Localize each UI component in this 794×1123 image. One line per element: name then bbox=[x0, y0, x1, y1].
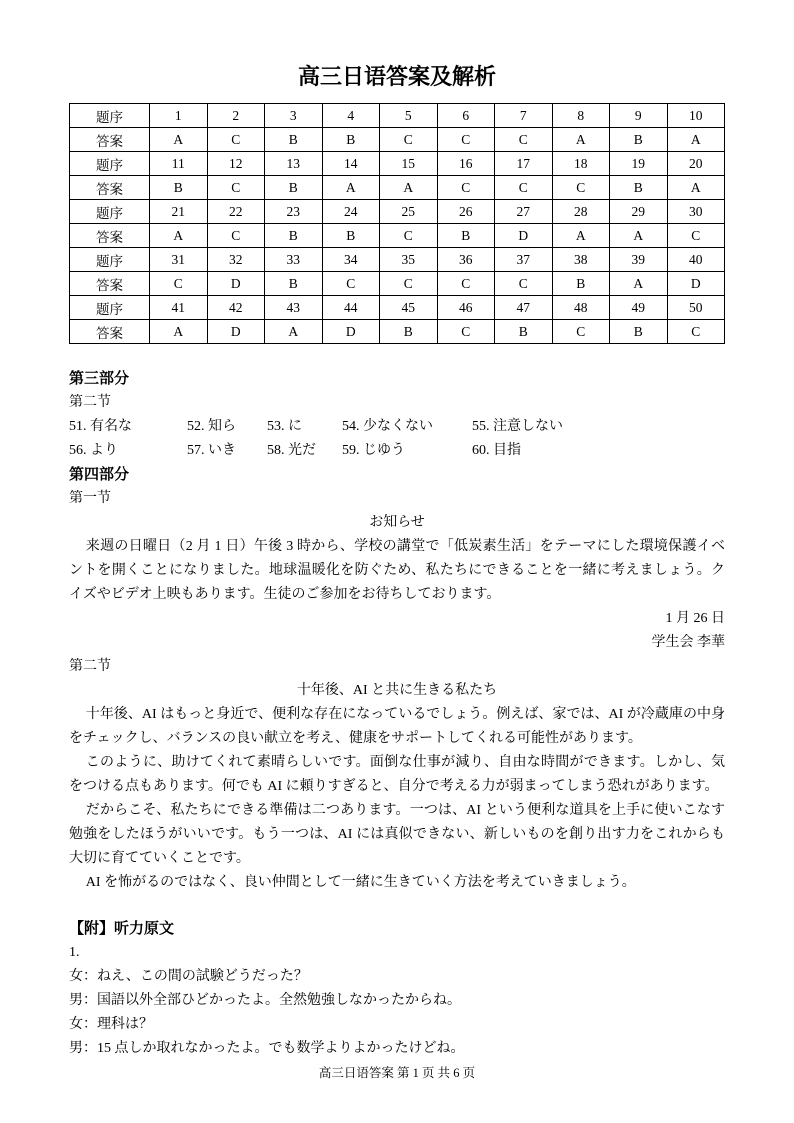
part4-section2-label: 第二节 bbox=[69, 659, 111, 674]
notice-signature: 学生会 李華 bbox=[651, 635, 725, 650]
answer-cell: 44 bbox=[322, 296, 380, 320]
answer-cell: C bbox=[380, 128, 438, 152]
answer-cell: 39 bbox=[610, 248, 668, 272]
answer-cell: 9 bbox=[610, 104, 668, 128]
answer-cell: 35 bbox=[380, 248, 438, 272]
answer-cell: 11 bbox=[150, 152, 208, 176]
answer-cell: 13 bbox=[265, 152, 323, 176]
answer-cell: B bbox=[265, 272, 323, 296]
answer-cell: 4 bbox=[322, 104, 380, 128]
essay-title: 十年後、AI と共に生きる私たち bbox=[296, 683, 498, 698]
answer-cell: A bbox=[552, 128, 610, 152]
answer-table-body bbox=[70, 104, 725, 344]
answer-cell: 20 bbox=[667, 152, 725, 176]
answer-cell: C bbox=[380, 272, 438, 296]
answer-cell: A bbox=[150, 128, 208, 152]
notice-body: 来週の日曜日（2 月 1 日）午後 3 時から、学校の講堂で「低炭素生活」をテーマにした環境保護イベントを開くことになりました。地球温暖化を防ぐため、私たちにできることを一緒に考えましょう。クイズやビデオ上映もあります。生徒のご参加をお待ちしております。 bbox=[69, 539, 725, 602]
dialogue-line: 男：15 点しか取れなかったよ。でも数学よりよかったけどね。 bbox=[69, 1041, 465, 1056]
row-label-cell: 答案 bbox=[70, 320, 150, 344]
answer-cell: D bbox=[667, 272, 725, 296]
table-row bbox=[70, 200, 725, 224]
answer-cell: B bbox=[265, 128, 323, 152]
essay-paragraph: だからこそ、私たちにできる準備は二つあります。一つは、AI という便利な道具を上手に使いこなす勉強をしたほうがいいです。もう一つは、AI には真似できない、新しいものを創り出す力をこれからも大切に育てていくことです。 bbox=[69, 803, 725, 866]
fill-answer-item: 57. いき bbox=[187, 443, 236, 458]
answer-cell: B bbox=[265, 176, 323, 200]
answer-cell: C bbox=[495, 128, 553, 152]
answer-cell: 10 bbox=[667, 104, 725, 128]
answer-cell: C bbox=[667, 224, 725, 248]
answer-cell: 25 bbox=[380, 200, 438, 224]
listening-heading: 【附】听力原文 bbox=[69, 921, 175, 937]
table-row bbox=[70, 104, 725, 128]
answer-cell: A bbox=[552, 224, 610, 248]
answer-cell: 19 bbox=[610, 152, 668, 176]
essay-paragraph: このように、助けてくれて素晴らしいです。面倒な仕事が減り、自由な時間ができます。しかし、気をつける点もあります。何でも AI に頼りすぎると、自分で考える力が弱まってしまう恐れがあります。 bbox=[69, 755, 725, 794]
answer-cell: C bbox=[667, 320, 725, 344]
answer-cell: 33 bbox=[265, 248, 323, 272]
answer-cell: A bbox=[150, 224, 208, 248]
answer-cell: 40 bbox=[667, 248, 725, 272]
notice-date: 1 月 26 日 bbox=[665, 611, 725, 626]
answer-cell: 27 bbox=[495, 200, 553, 224]
table-row bbox=[70, 248, 725, 272]
part3-section bbox=[69, 367, 725, 895]
answer-cell: B bbox=[322, 224, 380, 248]
answer-table bbox=[69, 103, 725, 344]
answer-cell: C bbox=[207, 224, 265, 248]
essay-paragraph: 十年後、AI はもっと身近で、便利な存在になっているでしょう。例えば、家では、AI が冷蔵庫の中身をチェックし、バランスの良い献立を考え、健康をサポートしてくれる可能性があります。 bbox=[69, 707, 725, 746]
table-row bbox=[70, 152, 725, 176]
fill-answer-item: 60. 目指 bbox=[472, 443, 521, 458]
answer-cell: B bbox=[610, 320, 668, 344]
answer-cell: 2 bbox=[207, 104, 265, 128]
row-label-cell: 答案 bbox=[70, 128, 150, 152]
dialogue-lines bbox=[69, 965, 725, 1061]
page-title: 高三日语答案及解析 bbox=[297, 64, 496, 89]
answer-cell: C bbox=[552, 176, 610, 200]
answer-cell: 15 bbox=[380, 152, 438, 176]
answer-cell: 46 bbox=[437, 296, 495, 320]
answer-cell: A bbox=[667, 128, 725, 152]
answer-cell: D bbox=[495, 224, 553, 248]
answer-cell: 12 bbox=[207, 152, 265, 176]
table-row bbox=[70, 176, 725, 200]
part3-heading: 第三部分 bbox=[69, 371, 130, 387]
fill-answer-item: 53. に bbox=[267, 419, 302, 434]
answer-cell: B bbox=[322, 128, 380, 152]
listening-section bbox=[69, 917, 725, 1061]
part4-section1-label: 第一节 bbox=[69, 491, 111, 506]
row-label-cell: 答案 bbox=[70, 224, 150, 248]
fill-answer-item: 51. 有名な bbox=[69, 419, 132, 434]
fill-line-1 bbox=[69, 415, 725, 439]
answer-cell: B bbox=[552, 272, 610, 296]
answer-cell: A bbox=[610, 272, 668, 296]
fill-answer-item: 54. 少なくない bbox=[342, 419, 433, 434]
answer-cell: B bbox=[437, 224, 495, 248]
answer-cell: 42 bbox=[207, 296, 265, 320]
answer-cell: 22 bbox=[207, 200, 265, 224]
row-label-cell: 答案 bbox=[70, 272, 150, 296]
answer-cell: 3 bbox=[265, 104, 323, 128]
fill-line-2 bbox=[69, 439, 725, 463]
answer-cell: A bbox=[667, 176, 725, 200]
row-label-cell: 题序 bbox=[70, 104, 150, 128]
answer-cell: C bbox=[322, 272, 380, 296]
answer-cell: 31 bbox=[150, 248, 208, 272]
answer-cell: D bbox=[207, 320, 265, 344]
page-footer: 高三日语答案 第 1 页 共 6 页 bbox=[318, 1066, 476, 1080]
essay-paragraph: AI を怖がるのではなく、良い仲間として一緒に生きていく方法を考えていきましょう。 bbox=[85, 875, 636, 890]
answer-cell: B bbox=[265, 224, 323, 248]
answer-cell: 26 bbox=[437, 200, 495, 224]
answer-cell: A bbox=[610, 224, 668, 248]
fill-answer-item: 56. より bbox=[69, 443, 118, 458]
answer-cell: C bbox=[207, 176, 265, 200]
answer-cell: C bbox=[495, 272, 553, 296]
table-row bbox=[70, 296, 725, 320]
answer-cell: C bbox=[495, 176, 553, 200]
answer-cell: C bbox=[150, 272, 208, 296]
answer-cell: 21 bbox=[150, 200, 208, 224]
answer-cell: 41 bbox=[150, 296, 208, 320]
answer-cell: 7 bbox=[495, 104, 553, 128]
answer-cell: C bbox=[437, 272, 495, 296]
answer-cell: A bbox=[322, 176, 380, 200]
row-label-cell: 题序 bbox=[70, 152, 150, 176]
table-row bbox=[70, 128, 725, 152]
answer-cell: B bbox=[610, 128, 668, 152]
answer-cell: D bbox=[322, 320, 380, 344]
row-label-cell: 答案 bbox=[70, 176, 150, 200]
answer-cell: A bbox=[380, 176, 438, 200]
notice-title: お知らせ bbox=[369, 515, 425, 530]
fill-answer-item: 59. じゆう bbox=[342, 443, 405, 458]
answer-cell: C bbox=[437, 320, 495, 344]
answer-cell: C bbox=[437, 176, 495, 200]
table-row bbox=[70, 320, 725, 344]
answer-cell: 38 bbox=[552, 248, 610, 272]
answer-cell: 34 bbox=[322, 248, 380, 272]
listening-item-number: 1. bbox=[69, 945, 80, 960]
answer-cell: C bbox=[552, 320, 610, 344]
answer-cell: 36 bbox=[437, 248, 495, 272]
answer-cell: 47 bbox=[495, 296, 553, 320]
table-row bbox=[70, 272, 725, 296]
answer-cell: 5 bbox=[380, 104, 438, 128]
fill-answer-item: 58. 光だ bbox=[267, 443, 316, 458]
answer-cell: 6 bbox=[437, 104, 495, 128]
answer-cell: B bbox=[380, 320, 438, 344]
dialogue-line: 男：国語以外全部ひどかったよ。全然勉強しなかったからね。 bbox=[69, 993, 461, 1008]
answer-cell: 16 bbox=[437, 152, 495, 176]
answer-cell: C bbox=[380, 224, 438, 248]
answer-cell: C bbox=[207, 128, 265, 152]
answer-cell: 45 bbox=[380, 296, 438, 320]
answer-cell: 1 bbox=[150, 104, 208, 128]
answer-cell: 28 bbox=[552, 200, 610, 224]
fill-answer-item: 52. 知ら bbox=[187, 419, 236, 434]
fill-answer-item: 55. 注意しない bbox=[472, 419, 563, 434]
answer-cell: D bbox=[207, 272, 265, 296]
answer-cell: 23 bbox=[265, 200, 323, 224]
answer-cell: 48 bbox=[552, 296, 610, 320]
answer-cell: C bbox=[437, 128, 495, 152]
answer-cell: 50 bbox=[667, 296, 725, 320]
dialogue-line: 女：理科は？ bbox=[69, 1017, 153, 1032]
answer-cell: B bbox=[150, 176, 208, 200]
table-row bbox=[70, 224, 725, 248]
row-label-cell: 题序 bbox=[70, 296, 150, 320]
essay-paragraphs bbox=[69, 703, 725, 895]
answer-cell: 14 bbox=[322, 152, 380, 176]
answer-cell: 37 bbox=[495, 248, 553, 272]
answer-cell: A bbox=[265, 320, 323, 344]
row-label-cell: 题序 bbox=[70, 200, 150, 224]
answer-cell: A bbox=[150, 320, 208, 344]
answer-cell: 8 bbox=[552, 104, 610, 128]
answer-cell: 32 bbox=[207, 248, 265, 272]
part3-section-label: 第二节 bbox=[69, 395, 111, 410]
answer-cell: B bbox=[610, 176, 668, 200]
answer-cell: 29 bbox=[610, 200, 668, 224]
row-label-cell: 题序 bbox=[70, 248, 150, 272]
answer-cell: B bbox=[495, 320, 553, 344]
part4-heading: 第四部分 bbox=[69, 467, 130, 483]
answer-cell: 18 bbox=[552, 152, 610, 176]
dialogue-line: 女：ねえ、この間の試験どうだった？ bbox=[69, 969, 308, 984]
answer-cell: 49 bbox=[610, 296, 668, 320]
answer-cell: 17 bbox=[495, 152, 553, 176]
answer-cell: 30 bbox=[667, 200, 725, 224]
answer-cell: 43 bbox=[265, 296, 323, 320]
answer-cell: 24 bbox=[322, 200, 380, 224]
